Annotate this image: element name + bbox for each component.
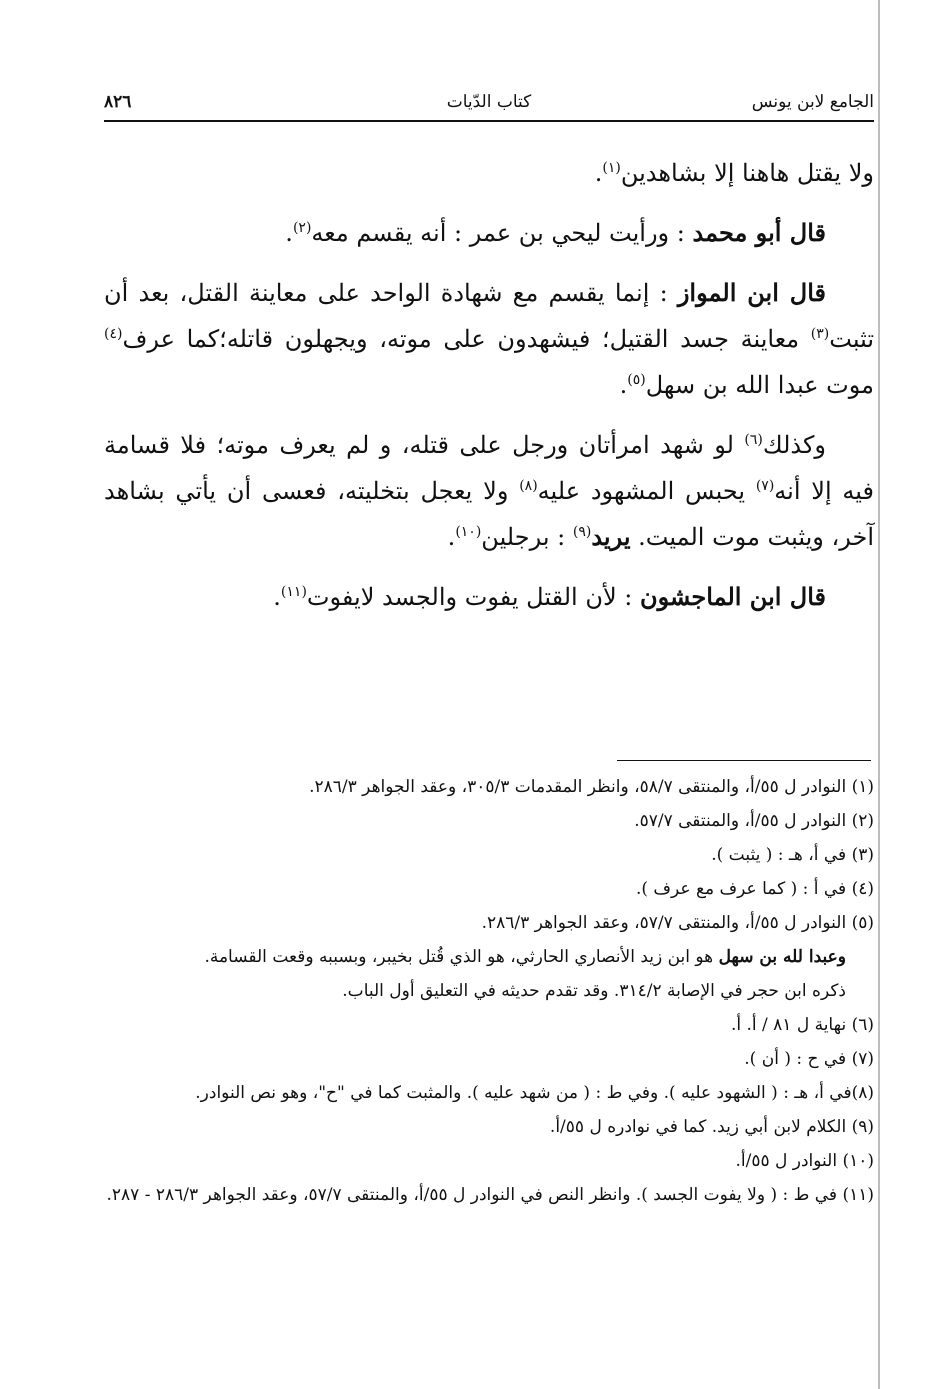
book-title: الجامع لابن يونس — [751, 92, 874, 112]
text-run: . — [619, 371, 628, 399]
text-run: . — [273, 583, 281, 611]
footnote-ref: (٩) — [572, 524, 592, 540]
text-run: : لأن القتل يفوت والجسد لايفوت — [306, 583, 640, 611]
footnote-5: (٥) النوادر ل ٥٥/أ، والمنتقى ٥٧/٧، وعقد الجواهر ٢٨٦/٣. — [481, 913, 874, 933]
text-run: . — [285, 219, 293, 247]
text-run: : ورأيت ليحي بن عمر : أنه يقسم معه — [311, 219, 693, 247]
footnote-ref: (٧) — [755, 478, 775, 494]
text-run: ولا يعجل بتخليته، فعسى أن يأتي بشاهد آخر، ويثبت موت الميت. — [104, 477, 874, 551]
page-number: ٨٢٦ — [104, 92, 132, 112]
footnote-5-note-2: ذكره ابن حجر في الإصابة ٣١٤/٢. وقد تقدم حديثه في التعليق أول الباب. — [342, 981, 846, 1001]
text-run: معاينة جسد القتيل؛ فيشهدون على موته، ويجهلون قاتله؛كما عرف — [122, 325, 811, 353]
paragraph-5 — [104, 574, 874, 620]
footnote-6: (٦) نهاية ل ٨١ / أ. أ. — [730, 1015, 874, 1035]
footnote-ref: (١) — [602, 160, 621, 176]
paragraph-4 — [104, 422, 874, 560]
speaker-name: قال أبو محمد — [692, 218, 826, 247]
speaker-name: قال ابن الماجشون — [640, 582, 826, 611]
paragraph-3 — [104, 270, 874, 408]
footnote-1: (١) النوادر ل ٥٥/أ، والمنتقى ٥٨/٧، وانظر المقدمات ٣٠٥/٣، وعقد الجواهر ٢٨٦/٣. — [309, 777, 874, 797]
footnote-5-note — [104, 940, 874, 974]
text-run: لو شهد امرأتان ورجل على قتله، و لم يعرف موته؛ فلا قسامة فيه إلا أنه — [104, 431, 874, 505]
footnote-2: (٢) النوادر ل ٥٥/أ، والمنتقى ٥٧/٧. — [634, 811, 874, 831]
text-run: ولا يقتل هاهنا إلا بشاهدين — [620, 159, 874, 187]
footnote-ref: (٦) — [744, 432, 763, 448]
footnote-9: (٩) الكلام لابن أبي زيد. كما في نوادره ل ٥٥/أ. — [549, 1117, 874, 1137]
paragraph-2 — [104, 210, 874, 256]
footnote-ref: (٤) — [104, 326, 123, 342]
speaker-name: قال ابن المواز — [677, 278, 826, 307]
footnote-7: (٧) في ح : ( أن ). — [744, 1049, 874, 1069]
chapter-title: كتاب الدّيات — [446, 92, 532, 112]
footnote-ref: (١١) — [280, 584, 307, 600]
footnote-ref: (٢) — [292, 220, 312, 236]
footnote-4: (٤) في أ : ( كما عرف مع عرف ). — [635, 879, 874, 899]
text-run: . — [594, 159, 603, 187]
footnote-11: (١١) في ط : ( ولا يفوت الجسد ). وانظر النص في النوادر ل ٥٥/أ، والمنتقى ٥٧/٧، وعقد الجواهر ٢٨٦/٣ - ٢٨٧. — [106, 1185, 874, 1205]
footnote-ref: (٣) — [810, 326, 830, 342]
text-run: : برجلين — [481, 523, 573, 551]
scan-page-edge — [878, 0, 880, 1389]
text-run: . — [447, 523, 456, 551]
speaker-name: يريد — [591, 522, 631, 551]
text-run: هو ابن زيد الأنصاري الحارثي، هو الذي قُتل بخيبر، وبسببه وقعت القسامة. — [204, 947, 719, 967]
footnote-10: (١٠) النوادر ل ٥٥/أ. — [735, 1151, 874, 1171]
text-run: موت عبدا الله بن سهل — [645, 371, 874, 399]
person-name: وعبدا لله بن سهل — [718, 947, 846, 967]
footnote-separator — [617, 760, 871, 761]
paragraph-1 — [104, 150, 874, 196]
footnote-8: (٨)في أ، هـ : ( الشهود عليه ). وفي ط : ( من شهد عليه ). والمثبت كما في "ح"، وهو نص النوادر. — [195, 1083, 874, 1103]
footnote-ref: (١٠) — [455, 524, 482, 540]
footnotes — [104, 770, 874, 1212]
main-text — [104, 150, 874, 634]
text-run: : إنما يقسم مع شهادة الواحد على معاينة القتل، بعد أن تثبت — [104, 279, 874, 353]
footnote-ref: (٨) — [519, 478, 538, 494]
running-header — [104, 86, 874, 122]
text-run: وكذلك — [762, 431, 826, 459]
footnote-ref: (٥) — [627, 372, 646, 388]
text-run: يحبس المشهود عليه — [537, 477, 756, 505]
footnote-3: (٣) في أ، هـ : ( يثبت ). — [711, 845, 874, 865]
